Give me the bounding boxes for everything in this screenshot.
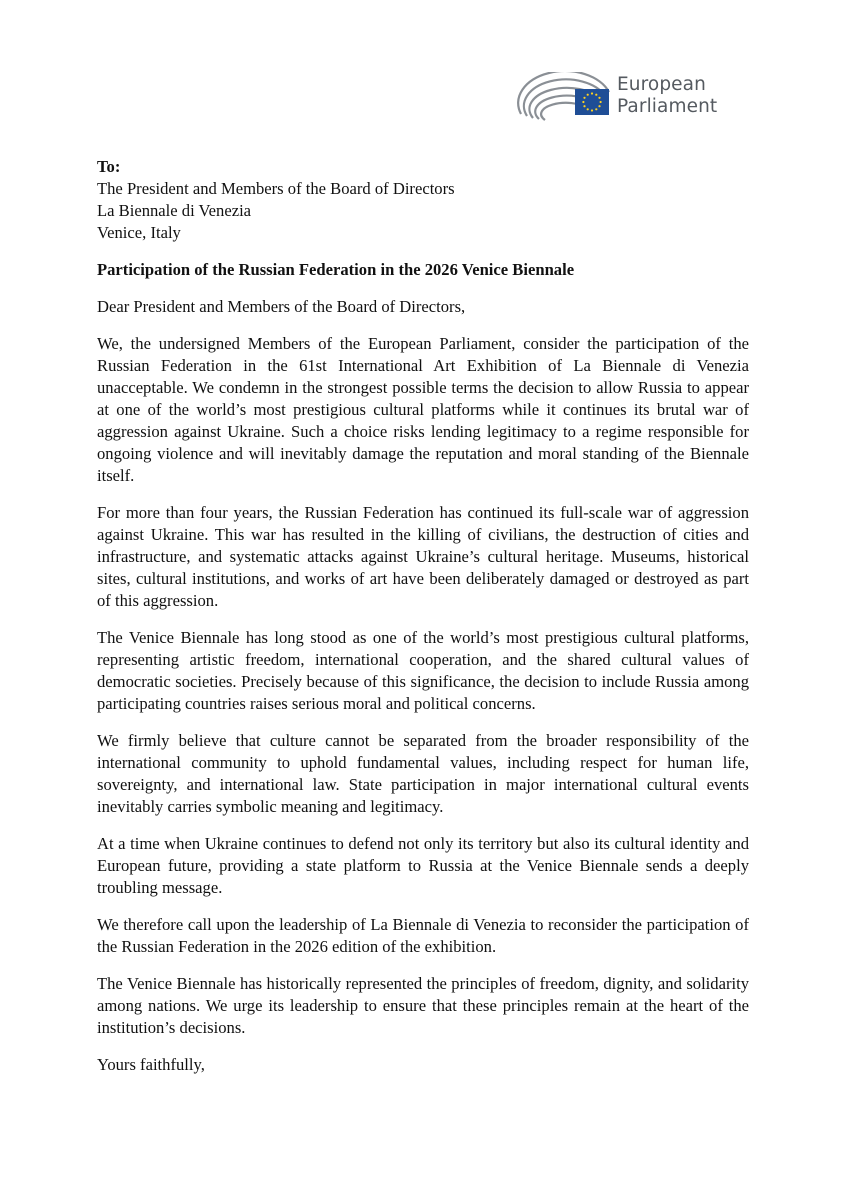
logo-line-european: European: [617, 74, 706, 95]
letter-body: [97, 156, 749, 1076]
paragraph: We therefore call upon the leadership of La Biennale di Venezia to reconsider the participation of the Russian Federation in the 2026 edition of the exhibition.: [97, 915, 749, 956]
recipient-line: Venice, Italy: [97, 223, 181, 242]
recipient-line: La Biennale di Venezia: [97, 201, 252, 220]
letter-subject: Participation of the Russian Federation in the 2026 Venice Biennale: [97, 260, 575, 279]
recipient-label: To:: [97, 157, 121, 176]
parliament-hemicycle-icon: [517, 72, 613, 128]
paragraph: The Venice Biennale has long stood as one of the world’s most prestigious cultural platforms, representing artistic freedom, international cooperation, and the shared cultural values of democratic societies. Precisely because of this significance, the decision to include Russia among participating countries raises serious moral and political concerns.: [97, 628, 749, 713]
paragraph: For more than four years, the Russian Federation has continued its full-scale war of aggression against Ukraine. This war has resulted in the killing of civilians, the destruction of cities and infrastructure, and systematic attacks against Ukraine’s cultural heritage. Museums, historical sites, cultural institutions, and works of art have been deliberately damaged or destroyed as part of this aggression.: [97, 503, 749, 610]
logo-wordmark: [617, 74, 717, 118]
european-parliament-logo: [517, 72, 732, 128]
recipient-line: The President and Members of the Board of Directors: [97, 179, 455, 198]
logo-line-parliament: Parliament: [617, 96, 718, 117]
paragraph: The Venice Biennale has historically represented the principles of freedom, dignity, and solidarity among nations. We urge its leadership to ensure that these principles remain at the heart of the institution’s decisions.: [97, 974, 749, 1037]
paragraph: We firmly believe that culture cannot be separated from the broader responsibility of the international community to uphold fundamental values, including respect for human life, sovereignty, and international law. State participation in major international cultural events inevitably carries symbolic meaning and legitimacy.: [97, 731, 749, 816]
paragraph: At a time when Ukraine continues to defend not only its territory but also its cultural identity and European future, providing a state platform to Russia at the Venice Biennale sends a deeply troubling message.: [97, 834, 749, 897]
paragraph: We, the undersigned Members of the European Parliament, consider the participation of the Russian Federation in the 61st International Art Exhibition of La Biennale di Venezia unacceptable. We condemn in the strongest possible terms the decision to allow Russia to appear at one of the world’s most prestigious cultural platforms while it continues its brutal war of aggression against Ukraine. Such a choice risks lending legitimacy to a regime responsible for ongoing violence and will inevitably damage the reputation and moral standing of the Biennale itself.: [97, 334, 749, 485]
salutation: Dear President and Members of the Board of Directors,: [97, 297, 466, 316]
closing: Yours faithfully,: [97, 1055, 205, 1074]
